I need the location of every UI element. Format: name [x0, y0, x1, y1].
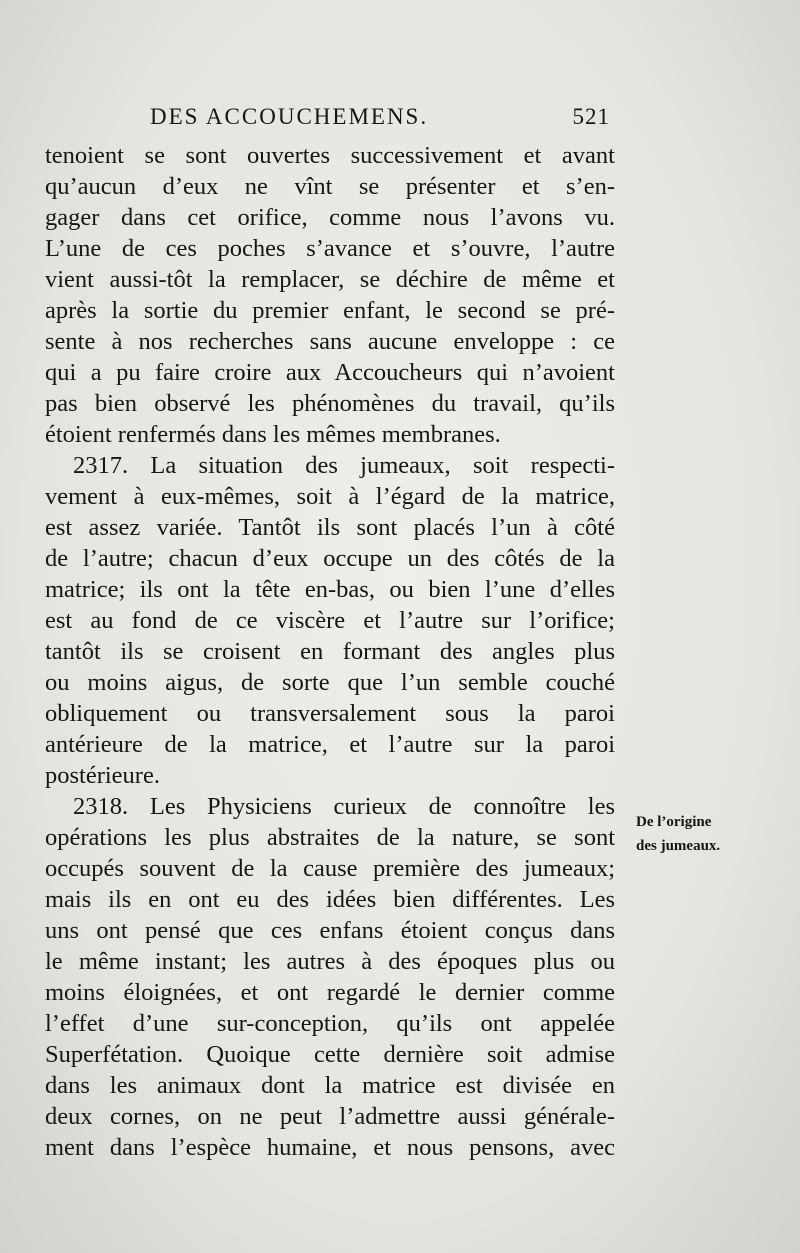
text-line: Superfétation. Quoique cette dernière soit admise [45, 1041, 615, 1068]
text-line: 2317. La situation des jumeaux, soit respecti- [73, 452, 615, 479]
text-line: après la sortie du premier enfant, le second se pré- [45, 297, 615, 324]
text-line: qu’aucun d’eux ne vînt se présenter et s’en- [45, 173, 615, 200]
text-line: obliquement ou transversalement sous la paroi [45, 700, 615, 727]
text-line: de l’autre; chacun d’eux occupe un des côtés de la [45, 545, 615, 572]
text-line: moins éloignées, et ont regardé le dernier comme [45, 979, 615, 1006]
text-line: sente à nos recherches sans aucune enveloppe : ce [45, 328, 615, 355]
text-line: opérations les plus abstraites de la nature, se sont [45, 824, 615, 851]
page-number: 521 [572, 104, 610, 129]
text-line: tenoient se sont ouvertes successivement et avant [45, 142, 615, 169]
text-line: mais ils en ont eu des idées bien différentes. Les [45, 886, 615, 913]
header-title: DES ACCOUCHEMENS. [150, 104, 429, 129]
text-line: tantôt ils se croisent en formant des angles plus [45, 638, 615, 665]
text-line: deux cornes, on ne peut l’admettre aussi générale- [45, 1103, 615, 1130]
text-line: ou moins aigus, de sorte que l’un semble couché [45, 669, 615, 696]
text-line: postérieure. [45, 762, 160, 789]
body-text [45, 140, 615, 1163]
margin-note [636, 810, 796, 858]
text-line: est au fond de ce viscère et l’autre sur l’orifice; [45, 607, 615, 634]
text-line: antérieure de la matrice, et l’autre sur la paroi [45, 731, 615, 758]
text-line: uns ont pensé que ces enfans étoient conçus dans [45, 917, 615, 944]
text-line: est assez variée. Tantôt ils sont placés l’un à côté [45, 514, 615, 541]
text-line: occupés souvent de la cause première des jumeaux; [45, 855, 615, 882]
text-line: vement à eux-mêmes, soit à l’égard de la matrice, [45, 483, 615, 510]
text-line: 2318. Les Physiciens curieux de connoître les [73, 793, 615, 820]
text-line: le même instant; les autres à des époques plus ou [45, 948, 615, 975]
margin-note-line: des jumeaux. [636, 838, 721, 854]
text-line: vient aussi-tôt la remplacer, se déchire de même et [45, 266, 615, 293]
text-line: qui a pu faire croire aux Accoucheurs qui n’avoient [45, 359, 615, 386]
text-line: dans les animaux dont la matrice est divisée en [45, 1072, 615, 1099]
text-line: gager dans cet orifice, comme nous l’avons vu. [45, 204, 615, 231]
text-line: ment dans l’espèce humaine, et nous pensons, avec [45, 1134, 615, 1161]
running-header [150, 100, 620, 136]
text-line: pas bien observé les phénomènes du travail, qu’ils [45, 390, 615, 417]
text-line: matrice; ils ont la tête en-bas, ou bien l’une d’elles [45, 576, 615, 603]
text-line: L’une de ces poches s’avance et s’ouvre, l’autre [45, 235, 615, 262]
margin-note-line: De l’origine [636, 814, 712, 830]
text-line: étoient renfermés dans les mêmes membranes. [45, 421, 501, 448]
text-line: l’effet d’une sur-conception, qu’ils ont appelée [45, 1010, 615, 1037]
